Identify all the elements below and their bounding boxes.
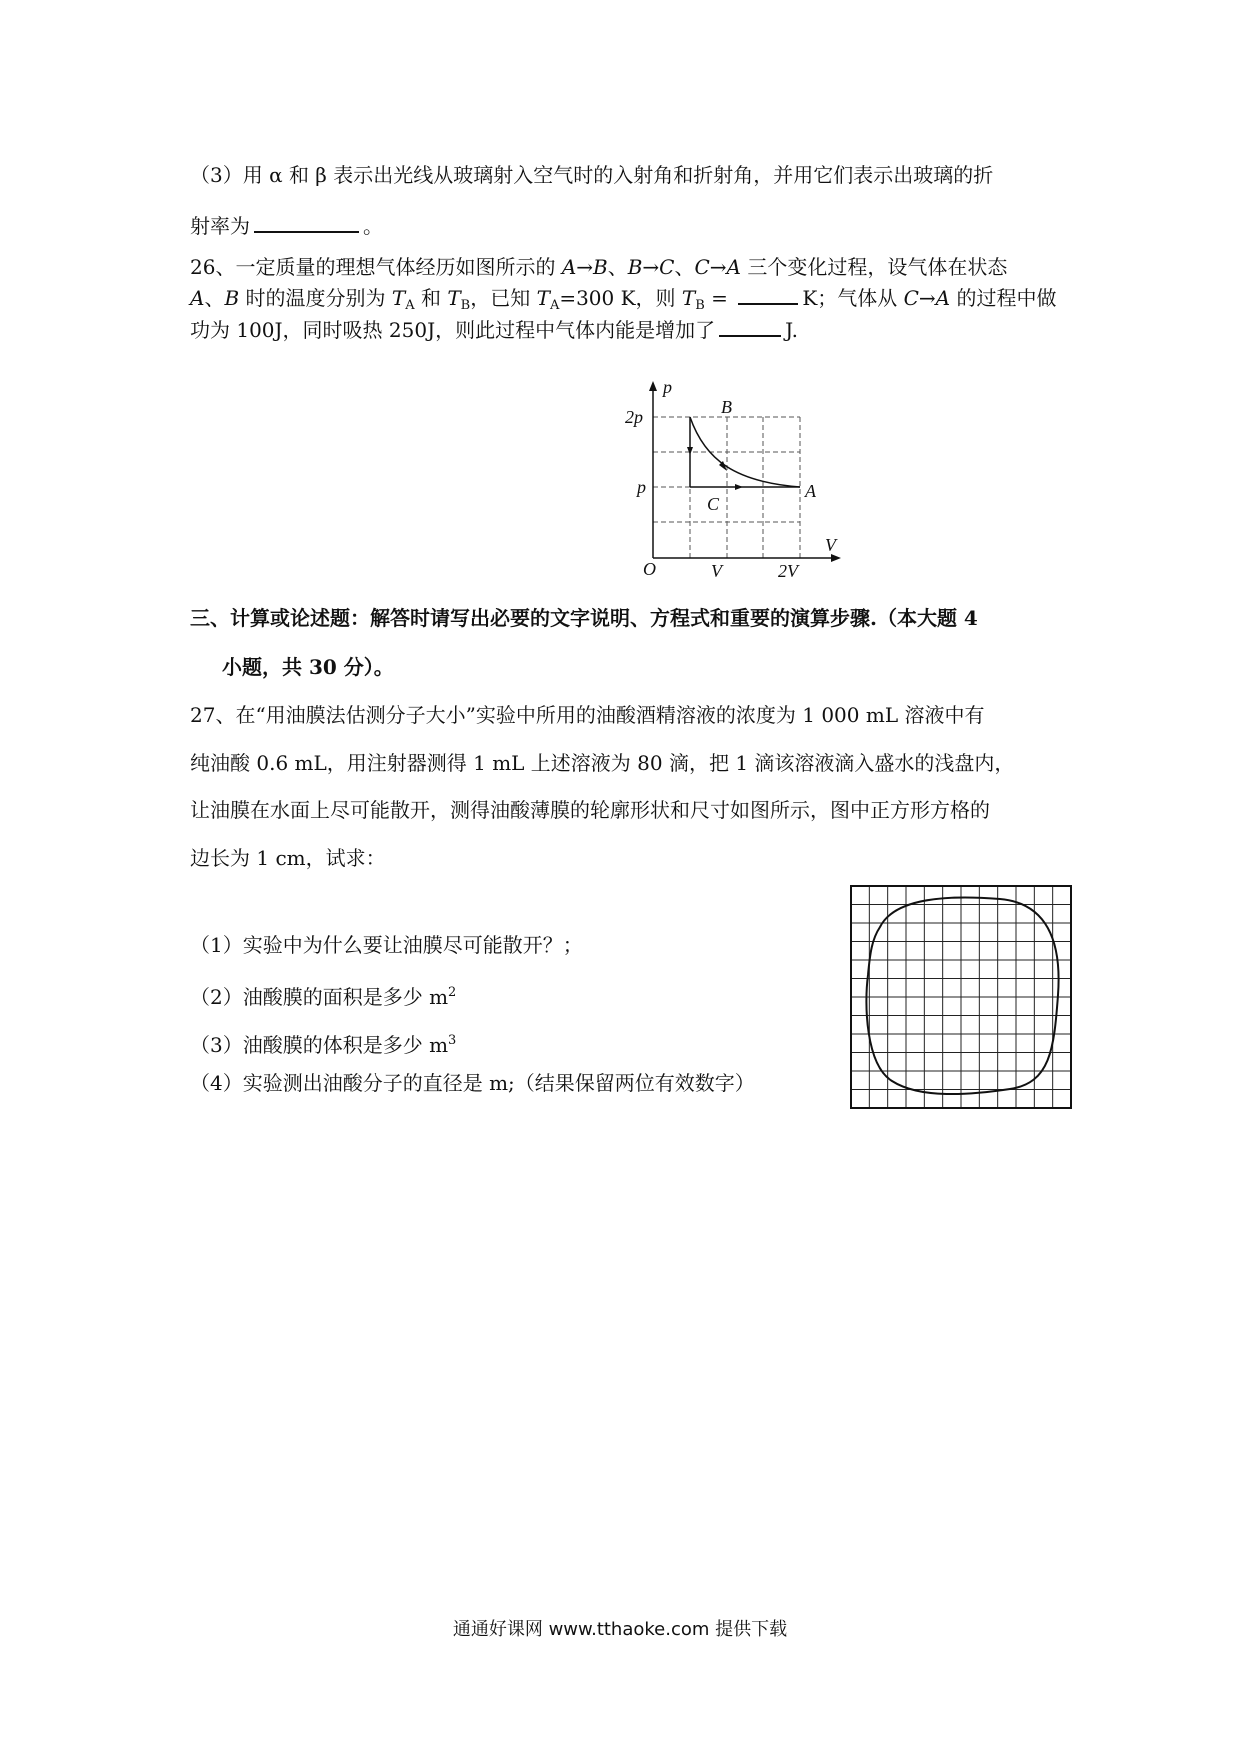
point-label-b: B [721,397,732,417]
q26-line3 [190,315,798,345]
p-axis-arrow [649,381,657,391]
pv-diagram [615,375,855,590]
q26-text: J. [785,318,798,342]
section-3-heading-line1: 三、计算或论述题：解答时请写出必要的文字说明、方程式和重要的演算步骤.（本大题 4 [190,606,978,630]
temp-subscript: B [460,298,471,313]
q26-text: = [704,286,735,310]
temp-symbol: T [536,286,550,310]
q27-sub1: （1）实验中为什么要让油膜尽可能散开？； [190,933,583,957]
q27-sub3 [190,1026,456,1060]
state-b: B [224,286,240,310]
oil-film-grid-figure [850,885,1072,1109]
tick-label-v: V [711,561,722,581]
page-footer: 通通好课网 www.tthaoke.com 提供下载 [452,1619,788,1640]
q27-line4: 边长为 1 cm，试求： [190,846,386,870]
temp-subscript: B [695,298,705,313]
q26-text: 功为 100J，同时吸热 250J，则此过程中气体内能是增加了 [190,318,716,342]
section-3-heading-line2: 小题，共 30 分）。 [222,655,394,679]
temp-subscript: A [405,298,415,313]
q27-sub2-text: （2）油酸膜的面积是多少 m [190,985,449,1009]
temp-symbol: T [447,286,461,310]
q27-line1: 27、在“用油膜法估测分子大小”实验中所用的油酸酒精溶液的浓度为 1 000 mL 溶液中有 [190,703,985,727]
q27-sub2 [190,978,456,1012]
process-bc: B→C [627,255,675,279]
process-ca: C→A [694,255,741,279]
q26-text: K；气体从 [802,286,904,310]
answer-blank-tb[interactable] [738,283,798,305]
process-ab: A→B [561,255,608,279]
separator: 、 [674,255,695,279]
temp-subscript: A [549,298,560,313]
q25-suffix: 。 [363,214,383,238]
tick-label-2p: 2p [625,407,643,427]
q26-text: 三个变化过程，设气体在状态 [741,255,1008,279]
tick-label-2v: 2V [778,561,798,581]
q26-line1 [190,252,1007,282]
q27-line2: 纯油酸 0.6 mL，用注射器测得 1 mL 上述溶液为 80 滴，把 1 滴该溶液滴入盛水的浅盘内， [190,751,1015,775]
q25-prefix: 射率为 [190,214,250,238]
answer-blank-refractive-index[interactable] [254,211,359,233]
point-label-a: A [805,481,816,501]
q26-text: 时的温度分别为 [239,286,392,310]
q27-line3: 让油膜在水面上尽可能散开，测得油酸薄膜的轮廓形状和尺寸如图所示，图中正方形方格的 [190,798,990,822]
state-a: A [190,286,205,310]
q26-text: =300 K，则 [559,286,682,310]
answer-blank-internal-energy[interactable] [719,315,781,337]
origin-label: O [643,559,656,579]
arrow-b-c [687,447,693,455]
q27-sub4: （4）实验测出油酸分子的直径是 m;（结果保留两位有效数字） [190,1071,755,1095]
axis-label-p: p [663,377,672,397]
arrow-c-a [735,484,743,490]
q26-text: 、 [204,286,225,310]
temp-symbol: T [681,286,696,310]
q26-text: 26、一定质量的理想气体经历如图所示的 [190,255,562,279]
axis-label-v: V [825,535,836,555]
q25-part3-line2 [190,211,383,241]
q27-sub3-text: （3）油酸膜的体积是多少 m [190,1033,449,1057]
unit-exponent: 3 [448,1033,457,1048]
temp-symbol: T [391,286,406,310]
q26-text: 的过程中做 [950,286,1057,310]
process-ca: C→A [903,286,951,310]
point-label-c: C [707,494,720,514]
oil-film-outline [866,897,1058,1094]
tick-label-p: p [637,477,646,497]
unit-exponent: 2 [448,985,457,1000]
separator: 、 [607,255,628,279]
q25-part3-line1: （3）用 α 和 β 表示出光线从玻璃射入空气时的入射角和折射角，并用它们表示出玻璃的折 [190,163,994,187]
q26-text: ，已知 [470,286,537,310]
v-axis-arrow [831,554,841,562]
q26-text: 和 [414,286,448,310]
